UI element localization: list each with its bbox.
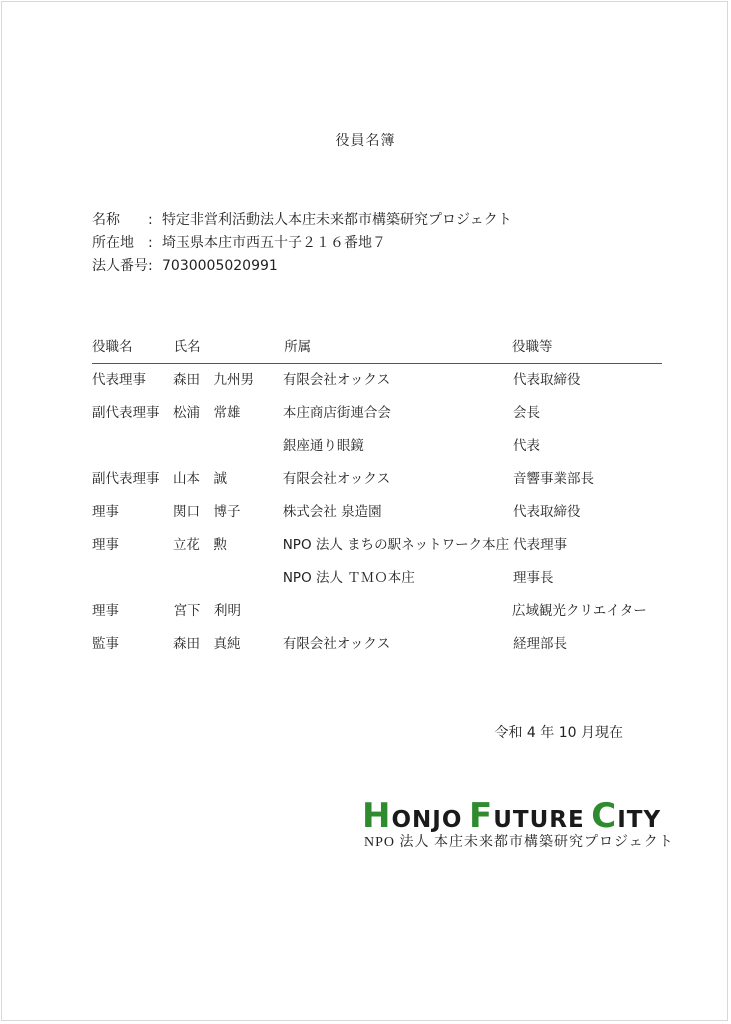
cell-position [92, 562, 173, 595]
cell-role: 会長 [513, 405, 541, 421]
name-value: 特定非営利活動法人本庄未来都市構築研究プロジェクト [162, 212, 512, 228]
cell-name: 宮下 利明 [173, 603, 242, 619]
name-label: 名称 [92, 212, 120, 228]
name-row [92, 209, 512, 232]
address-colon: : [148, 235, 153, 251]
table-row [92, 595, 662, 628]
table-row [92, 397, 662, 430]
corp-number-row [92, 255, 512, 278]
cell-affiliation: 株式会社 泉造園 [282, 504, 382, 520]
cell-name: 立花 勲 [172, 537, 227, 553]
cell-role: 代表理事 [513, 537, 568, 553]
cell-affiliation: 有限会社オックス [282, 636, 391, 652]
cell-affiliation: 銀座通り眼鏡 [282, 438, 364, 454]
logo-initial-f: F [468, 796, 494, 836]
table-header [92, 337, 662, 364]
cell-affiliation: NPO 法人 ＴＭＯ本庄 [282, 570, 415, 586]
organization-info [92, 209, 512, 278]
cell-role: 代表取締役 [513, 504, 581, 520]
cell-position: 副代表理事 [92, 471, 160, 487]
header-role: 役職等 [512, 339, 553, 355]
as-of-date: 令和 4 年 10 月現在 [494, 725, 623, 741]
officer-table [92, 337, 662, 661]
logo-rest-onjo: ONJO [391, 807, 463, 833]
cell-affiliation: 有限会社オックス [282, 471, 391, 487]
cell-position: 理事 [92, 537, 119, 553]
corp-number-colon: : [148, 258, 153, 274]
address-row [92, 232, 512, 255]
cell-role: 代表 [513, 438, 541, 454]
cell-name: 松浦 常雄 [172, 405, 241, 421]
cell-name [173, 562, 283, 595]
table-row [92, 562, 662, 595]
table-row [92, 463, 662, 496]
cell-role: 音響事業部長 [513, 471, 595, 487]
corp-number-value: 7030005020991 [162, 258, 278, 274]
logo-rest-ity: ITY [617, 807, 662, 833]
address-value: 埼玉県本庄市西五十子２１６番地７ [162, 235, 386, 251]
cell-name [173, 430, 283, 463]
cell-position: 代表理事 [92, 372, 146, 388]
table-row [92, 529, 662, 562]
cell-position: 副代表理事 [92, 405, 160, 421]
cell-role: 理事長 [513, 570, 554, 586]
header-position: 役職名 [92, 339, 133, 355]
cell-name: 関口 博子 [172, 504, 241, 520]
cell-name: 森田 九州男 [172, 372, 254, 388]
page-title: 役員名簿 [335, 133, 396, 149]
table-row [92, 628, 662, 661]
table-row [92, 364, 662, 397]
cell-position: 理事 [92, 603, 119, 619]
cell-role: 代表取締役 [513, 372, 581, 388]
honjo-future-city-logo [362, 796, 661, 836]
table-row [92, 430, 662, 463]
cell-affiliation [284, 595, 512, 628]
cell-role: 広域観光クリエイター [512, 603, 647, 619]
cell-affiliation: 本庄商店街連合会 [282, 405, 391, 421]
logo-initial-c: C [591, 796, 618, 836]
name-colon: : [148, 212, 153, 228]
logo-initial-h: H [362, 796, 392, 836]
address-label: 所在地 [92, 235, 134, 251]
cell-affiliation: NPO 法人 まちの駅ネットワーク本庄 [282, 537, 510, 553]
logo-rest-uture: UTURE [493, 807, 585, 833]
cell-position: 理事 [92, 504, 119, 520]
cell-position [92, 430, 173, 463]
header-affiliation: 所属 [284, 339, 312, 355]
cell-affiliation: 有限会社オックス [282, 372, 391, 388]
corp-number-label: 法人番号 [92, 258, 148, 274]
logo-subtitle: NPO 法人 本庄未来都市構築研究プロジェクト [364, 835, 674, 850]
header-name: 氏名 [173, 339, 201, 355]
cell-name: 森田 真純 [172, 636, 241, 652]
cell-position: 監事 [92, 636, 119, 652]
table-row [92, 496, 662, 529]
cell-role: 経理部長 [513, 636, 568, 652]
cell-name: 山本 誠 [172, 471, 227, 487]
